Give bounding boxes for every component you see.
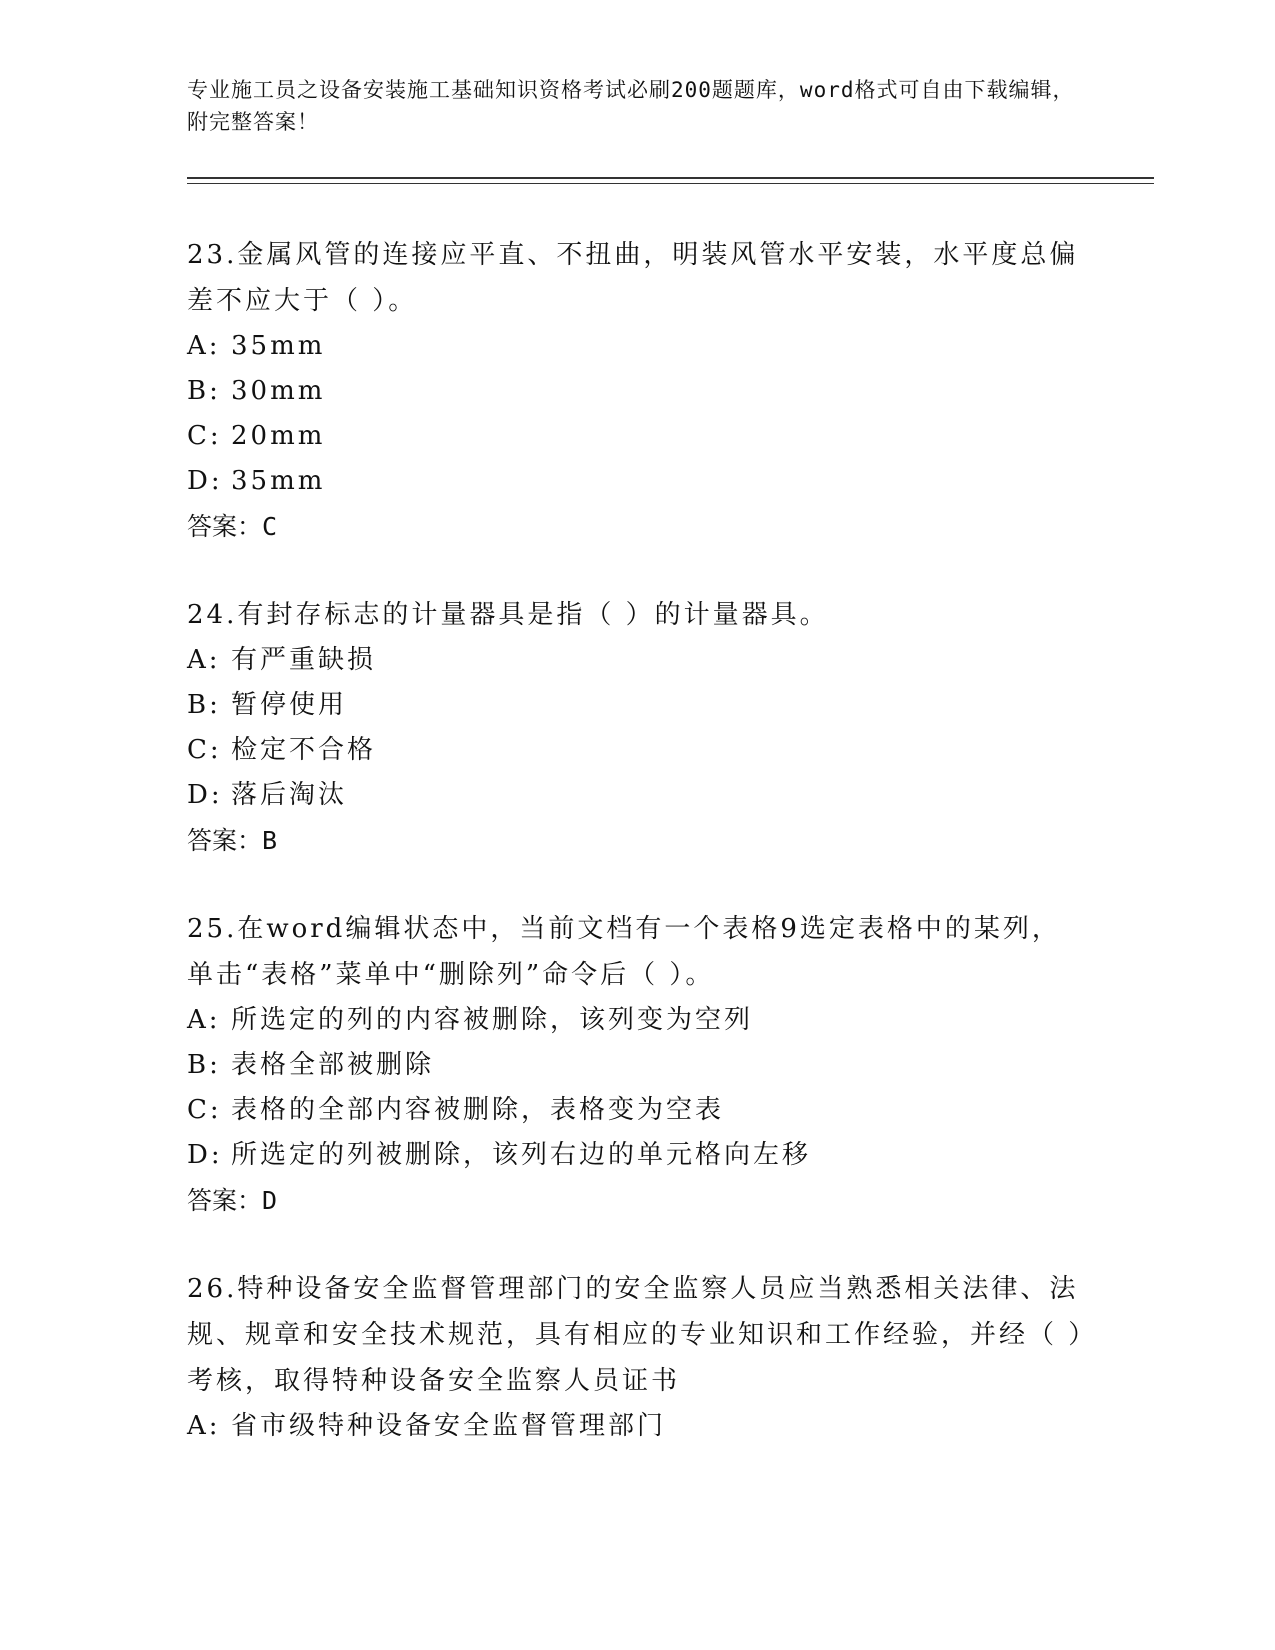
option-text: 表格的全部内容被删除，表格变为空表 [231, 1095, 725, 1125]
option-text: 35mm [231, 466, 326, 496]
option-letter: C: [187, 421, 222, 451]
option-d [187, 1133, 1087, 1178]
question-text: 24.有封存标志的计量器具是指（ ）的计量器具。 [187, 600, 829, 630]
question-text: 25.在word编辑状态中，当前文档有一个表格9选定表格中的某列，单击“表格”菜单中“删除列”命令后（ ）。 [187, 914, 1061, 990]
option-letter: A: [187, 1411, 221, 1441]
option-letter: B: [187, 376, 221, 406]
question-list [187, 232, 1087, 1491]
option-text: 暂停使用 [231, 690, 348, 720]
option-text: 所选定的列的内容被删除，该列变为空列 [231, 1005, 754, 1035]
option-letter: A: [187, 645, 221, 675]
answer: 答案：C [187, 512, 278, 541]
option-b [187, 369, 1087, 414]
option-b [187, 683, 1087, 728]
question-23 [187, 232, 1087, 550]
option-text: 35mm [231, 331, 326, 361]
header-rule-thick [187, 177, 1154, 179]
answer: 答案：B [187, 826, 278, 855]
option-c [187, 1088, 1087, 1133]
option-letter: B: [187, 1050, 221, 1080]
question-25 [187, 906, 1087, 1224]
option-a [187, 998, 1087, 1043]
option-c [187, 414, 1087, 459]
option-letter: A: [187, 331, 221, 361]
option-text: 检定不合格 [231, 735, 377, 765]
option-text: 所选定的列被删除，该列右边的单元格向左移 [231, 1140, 812, 1170]
question-text: 23.金属风管的连接应平直、不扭曲，明装风管水平安装，水平度总偏差不应大于（ ）。 [187, 240, 1079, 316]
option-letter: C: [187, 1095, 222, 1125]
option-text: 20mm [231, 421, 326, 451]
option-c [187, 728, 1087, 773]
question-24 [187, 592, 1087, 864]
header-rule-thin [187, 183, 1154, 184]
option-a [187, 1404, 1087, 1449]
option-b [187, 1043, 1087, 1088]
option-letter: A: [187, 1005, 221, 1035]
option-a [187, 638, 1087, 683]
option-d [187, 459, 1087, 504]
option-letter: D: [187, 780, 223, 810]
option-text: 落后淘汰 [231, 780, 348, 810]
option-letter: D: [187, 466, 223, 496]
option-letter: B: [187, 690, 221, 720]
option-letter: D: [187, 1140, 223, 1170]
option-text: 30mm [231, 376, 326, 406]
option-text: 省市级特种设备安全监督管理部门 [231, 1411, 667, 1441]
option-letter: C: [187, 735, 222, 765]
answer: 答案：D [187, 1186, 278, 1215]
option-a [187, 324, 1087, 369]
document-header: 专业施工员之设备安装施工基础知识资格考试必刷200题题库，word格式可自由下载编辑，附完整答案！ [187, 78, 1075, 134]
question-text: 26.特种设备安全监督管理部门的安全监察人员应当熟悉相关法律、法规、规章和安全技术规范，具有相应的专业知识和工作经验，并经（ ）考核，取得特种设备安全监察人员证书 [187, 1274, 1085, 1396]
question-26 [187, 1266, 1087, 1449]
option-d [187, 773, 1087, 818]
option-text: 有严重缺损 [231, 645, 377, 675]
option-text: 表格全部被删除 [231, 1050, 435, 1080]
